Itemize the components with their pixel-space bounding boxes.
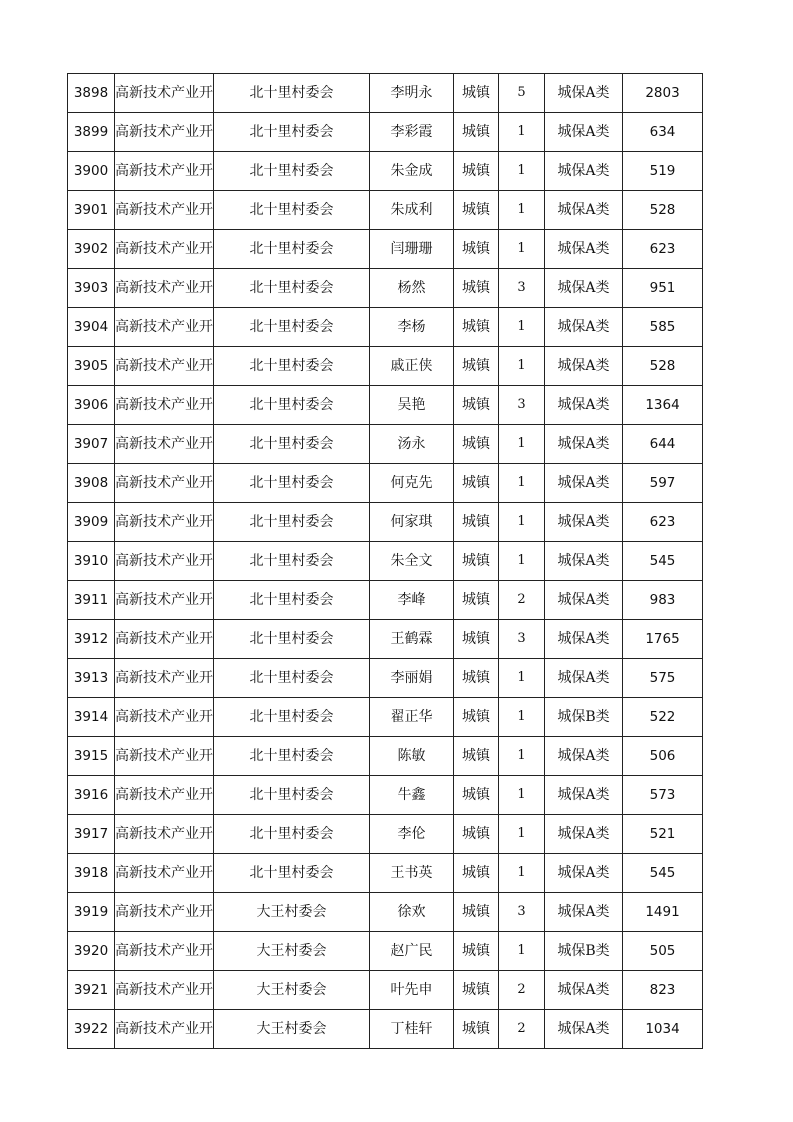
village-committee-cell: 北十里村委会: [214, 737, 370, 776]
name-cell: 李彩霞: [370, 113, 454, 152]
name-cell: 徐欢: [370, 893, 454, 932]
name-cell: 李丽娟: [370, 659, 454, 698]
area-type-cell: 城镇: [454, 932, 499, 971]
row-number-cell: 3911: [68, 581, 115, 620]
row-number-cell: 3902: [68, 230, 115, 269]
table-row: [68, 269, 703, 308]
category-cell: 城保A类: [545, 347, 623, 386]
table-row: [68, 425, 703, 464]
area-type-cell: 城镇: [454, 386, 499, 425]
household-count-cell: 1: [499, 464, 545, 503]
row-number-cell: 3919: [68, 893, 115, 932]
name-cell: 吴艳: [370, 386, 454, 425]
household-count-cell: 1: [499, 932, 545, 971]
area-type-cell: 城镇: [454, 971, 499, 1010]
row-number-cell: 3900: [68, 152, 115, 191]
amount-cell: 634: [623, 113, 703, 152]
district-cell: 高新技术产业开: [115, 854, 214, 893]
village-committee-cell: 大王村委会: [214, 932, 370, 971]
table-row: [68, 581, 703, 620]
amount-cell: 519: [623, 152, 703, 191]
household-count-cell: 1: [499, 776, 545, 815]
district-cell: 高新技术产业开: [115, 971, 214, 1010]
area-type-cell: 城镇: [454, 269, 499, 308]
area-type-cell: 城镇: [454, 776, 499, 815]
row-number-cell: 3910: [68, 542, 115, 581]
table-row: [68, 776, 703, 815]
table-row: [68, 152, 703, 191]
district-cell: 高新技术产业开: [115, 698, 214, 737]
household-count-cell: 1: [499, 152, 545, 191]
district-cell: 高新技术产业开: [115, 74, 214, 113]
district-cell: 高新技术产业开: [115, 659, 214, 698]
area-type-cell: 城镇: [454, 503, 499, 542]
district-cell: 高新技术产业开: [115, 620, 214, 659]
village-committee-cell: 北十里村委会: [214, 386, 370, 425]
amount-cell: 575: [623, 659, 703, 698]
amount-cell: 823: [623, 971, 703, 1010]
area-type-cell: 城镇: [454, 893, 499, 932]
row-number-cell: 3915: [68, 737, 115, 776]
row-number-cell: 3898: [68, 74, 115, 113]
category-cell: 城保A类: [545, 74, 623, 113]
area-type-cell: 城镇: [454, 425, 499, 464]
category-cell: 城保A类: [545, 230, 623, 269]
household-count-cell: 1: [499, 308, 545, 347]
category-cell: 城保A类: [545, 152, 623, 191]
village-committee-cell: 北十里村委会: [214, 74, 370, 113]
village-committee-cell: 北十里村委会: [214, 581, 370, 620]
household-count-cell: 1: [499, 347, 545, 386]
household-count-cell: 1: [499, 113, 545, 152]
category-cell: 城保A类: [545, 620, 623, 659]
name-cell: 李伦: [370, 815, 454, 854]
area-type-cell: 城镇: [454, 347, 499, 386]
row-number-cell: 3901: [68, 191, 115, 230]
household-count-cell: 1: [499, 425, 545, 464]
village-committee-cell: 北十里村委会: [214, 620, 370, 659]
amount-cell: 528: [623, 347, 703, 386]
amount-cell: 1364: [623, 386, 703, 425]
household-count-cell: 1: [499, 191, 545, 230]
village-committee-cell: 北十里村委会: [214, 347, 370, 386]
amount-cell: 506: [623, 737, 703, 776]
village-committee-cell: 北十里村委会: [214, 464, 370, 503]
name-cell: 李杨: [370, 308, 454, 347]
table-row: [68, 698, 703, 737]
table-row: [68, 659, 703, 698]
district-cell: 高新技术产业开: [115, 230, 214, 269]
name-cell: 何家琪: [370, 503, 454, 542]
row-number-cell: 3917: [68, 815, 115, 854]
name-cell: 杨然: [370, 269, 454, 308]
village-committee-cell: 北十里村委会: [214, 308, 370, 347]
district-cell: 高新技术产业开: [115, 893, 214, 932]
amount-cell: 528: [623, 191, 703, 230]
village-committee-cell: 北十里村委会: [214, 191, 370, 230]
district-cell: 高新技术产业开: [115, 386, 214, 425]
row-number-cell: 3907: [68, 425, 115, 464]
row-number-cell: 3904: [68, 308, 115, 347]
category-cell: 城保A类: [545, 191, 623, 230]
table-row: [68, 386, 703, 425]
amount-cell: 545: [623, 542, 703, 581]
amount-cell: 521: [623, 815, 703, 854]
table-row: [68, 503, 703, 542]
table-row: [68, 815, 703, 854]
area-type-cell: 城镇: [454, 542, 499, 581]
village-committee-cell: 北十里村委会: [214, 815, 370, 854]
household-count-cell: 1: [499, 659, 545, 698]
household-count-cell: 3: [499, 269, 545, 308]
area-type-cell: 城镇: [454, 308, 499, 347]
row-number-cell: 3903: [68, 269, 115, 308]
area-type-cell: 城镇: [454, 581, 499, 620]
category-cell: 城保A类: [545, 308, 623, 347]
area-type-cell: 城镇: [454, 191, 499, 230]
district-cell: 高新技术产业开: [115, 815, 214, 854]
household-count-cell: 1: [499, 542, 545, 581]
amount-cell: 573: [623, 776, 703, 815]
name-cell: 李明永: [370, 74, 454, 113]
table-row: [68, 308, 703, 347]
category-cell: 城保A类: [545, 854, 623, 893]
household-count-cell: 1: [499, 698, 545, 737]
row-number-cell: 3921: [68, 971, 115, 1010]
category-cell: 城保A类: [545, 503, 623, 542]
name-cell: 王鹤霖: [370, 620, 454, 659]
household-count-cell: 1: [499, 854, 545, 893]
district-cell: 高新技术产业开: [115, 152, 214, 191]
category-cell: 城保B类: [545, 932, 623, 971]
amount-cell: 2803: [623, 74, 703, 113]
table-row: [68, 464, 703, 503]
category-cell: 城保A类: [545, 776, 623, 815]
name-cell: 王书英: [370, 854, 454, 893]
village-committee-cell: 大王村委会: [214, 1010, 370, 1049]
name-cell: 何克先: [370, 464, 454, 503]
table-row: [68, 893, 703, 932]
row-number-cell: 3914: [68, 698, 115, 737]
name-cell: 李峰: [370, 581, 454, 620]
table-row: [68, 74, 703, 113]
district-cell: 高新技术产业开: [115, 1010, 214, 1049]
table-row: [68, 191, 703, 230]
area-type-cell: 城镇: [454, 659, 499, 698]
table-row: [68, 542, 703, 581]
category-cell: 城保A类: [545, 386, 623, 425]
area-type-cell: 城镇: [454, 74, 499, 113]
category-cell: 城保A类: [545, 971, 623, 1010]
district-cell: 高新技术产业开: [115, 737, 214, 776]
district-cell: 高新技术产业开: [115, 464, 214, 503]
row-number-cell: 3908: [68, 464, 115, 503]
village-committee-cell: 北十里村委会: [214, 269, 370, 308]
household-count-cell: 3: [499, 386, 545, 425]
table-row: [68, 620, 703, 659]
village-committee-cell: 北十里村委会: [214, 152, 370, 191]
name-cell: 牛鑫: [370, 776, 454, 815]
amount-cell: 585: [623, 308, 703, 347]
name-cell: 翟正华: [370, 698, 454, 737]
district-cell: 高新技术产业开: [115, 542, 214, 581]
household-count-cell: 1: [499, 503, 545, 542]
district-cell: 高新技术产业开: [115, 503, 214, 542]
district-cell: 高新技术产业开: [115, 308, 214, 347]
table-row: [68, 854, 703, 893]
household-count-cell: 5: [499, 74, 545, 113]
amount-cell: 522: [623, 698, 703, 737]
name-cell: 丁桂轩: [370, 1010, 454, 1049]
category-cell: 城保A类: [545, 542, 623, 581]
table-row: [68, 347, 703, 386]
amount-cell: 545: [623, 854, 703, 893]
beneficiary-table: [67, 73, 703, 1049]
name-cell: 闫珊珊: [370, 230, 454, 269]
row-number-cell: 3909: [68, 503, 115, 542]
district-cell: 高新技术产业开: [115, 425, 214, 464]
category-cell: 城保A类: [545, 815, 623, 854]
district-cell: 高新技术产业开: [115, 932, 214, 971]
category-cell: 城保A类: [545, 893, 623, 932]
row-number-cell: 3912: [68, 620, 115, 659]
area-type-cell: 城镇: [454, 698, 499, 737]
table-row: [68, 971, 703, 1010]
amount-cell: 983: [623, 581, 703, 620]
amount-cell: 1765: [623, 620, 703, 659]
name-cell: 朱全文: [370, 542, 454, 581]
category-cell: 城保A类: [545, 659, 623, 698]
table-row: [68, 1010, 703, 1049]
household-count-cell: 2: [499, 581, 545, 620]
name-cell: 汤永: [370, 425, 454, 464]
village-committee-cell: 北十里村委会: [214, 230, 370, 269]
name-cell: 朱金成: [370, 152, 454, 191]
household-count-cell: 2: [499, 1010, 545, 1049]
area-type-cell: 城镇: [454, 152, 499, 191]
row-number-cell: 3922: [68, 1010, 115, 1049]
village-committee-cell: 北十里村委会: [214, 854, 370, 893]
row-number-cell: 3899: [68, 113, 115, 152]
amount-cell: 505: [623, 932, 703, 971]
table-row: [68, 737, 703, 776]
household-count-cell: 1: [499, 737, 545, 776]
district-cell: 高新技术产业开: [115, 581, 214, 620]
area-type-cell: 城镇: [454, 230, 499, 269]
category-cell: 城保A类: [545, 737, 623, 776]
category-cell: 城保B类: [545, 698, 623, 737]
name-cell: 朱成利: [370, 191, 454, 230]
village-committee-cell: 北十里村委会: [214, 425, 370, 464]
category-cell: 城保A类: [545, 464, 623, 503]
village-committee-cell: 大王村委会: [214, 971, 370, 1010]
village-committee-cell: 北十里村委会: [214, 659, 370, 698]
amount-cell: 597: [623, 464, 703, 503]
category-cell: 城保A类: [545, 1010, 623, 1049]
amount-cell: 951: [623, 269, 703, 308]
name-cell: 赵广民: [370, 932, 454, 971]
district-cell: 高新技术产业开: [115, 776, 214, 815]
row-number-cell: 3905: [68, 347, 115, 386]
row-number-cell: 3913: [68, 659, 115, 698]
household-count-cell: 1: [499, 815, 545, 854]
category-cell: 城保A类: [545, 269, 623, 308]
household-count-cell: 2: [499, 971, 545, 1010]
amount-cell: 1034: [623, 1010, 703, 1049]
district-cell: 高新技术产业开: [115, 347, 214, 386]
village-committee-cell: 北十里村委会: [214, 698, 370, 737]
area-type-cell: 城镇: [454, 1010, 499, 1049]
row-number-cell: 3906: [68, 386, 115, 425]
table-row: [68, 230, 703, 269]
amount-cell: 644: [623, 425, 703, 464]
amount-cell: 623: [623, 503, 703, 542]
row-number-cell: 3920: [68, 932, 115, 971]
row-number-cell: 3916: [68, 776, 115, 815]
village-committee-cell: 大王村委会: [214, 893, 370, 932]
table-body: [68, 74, 703, 1049]
village-committee-cell: 北十里村委会: [214, 776, 370, 815]
area-type-cell: 城镇: [454, 737, 499, 776]
table-row: [68, 932, 703, 971]
category-cell: 城保A类: [545, 113, 623, 152]
area-type-cell: 城镇: [454, 464, 499, 503]
district-cell: 高新技术产业开: [115, 191, 214, 230]
household-count-cell: 3: [499, 893, 545, 932]
household-count-cell: 1: [499, 230, 545, 269]
district-cell: 高新技术产业开: [115, 113, 214, 152]
district-cell: 高新技术产业开: [115, 269, 214, 308]
village-committee-cell: 北十里村委会: [214, 542, 370, 581]
area-type-cell: 城镇: [454, 113, 499, 152]
table-row: [68, 113, 703, 152]
category-cell: 城保A类: [545, 581, 623, 620]
household-count-cell: 3: [499, 620, 545, 659]
area-type-cell: 城镇: [454, 854, 499, 893]
row-number-cell: 3918: [68, 854, 115, 893]
village-committee-cell: 北十里村委会: [214, 503, 370, 542]
category-cell: 城保A类: [545, 425, 623, 464]
name-cell: 陈敏: [370, 737, 454, 776]
area-type-cell: 城镇: [454, 620, 499, 659]
amount-cell: 623: [623, 230, 703, 269]
amount-cell: 1491: [623, 893, 703, 932]
area-type-cell: 城镇: [454, 815, 499, 854]
name-cell: 戚正侠: [370, 347, 454, 386]
name-cell: 叶先申: [370, 971, 454, 1010]
village-committee-cell: 北十里村委会: [214, 113, 370, 152]
